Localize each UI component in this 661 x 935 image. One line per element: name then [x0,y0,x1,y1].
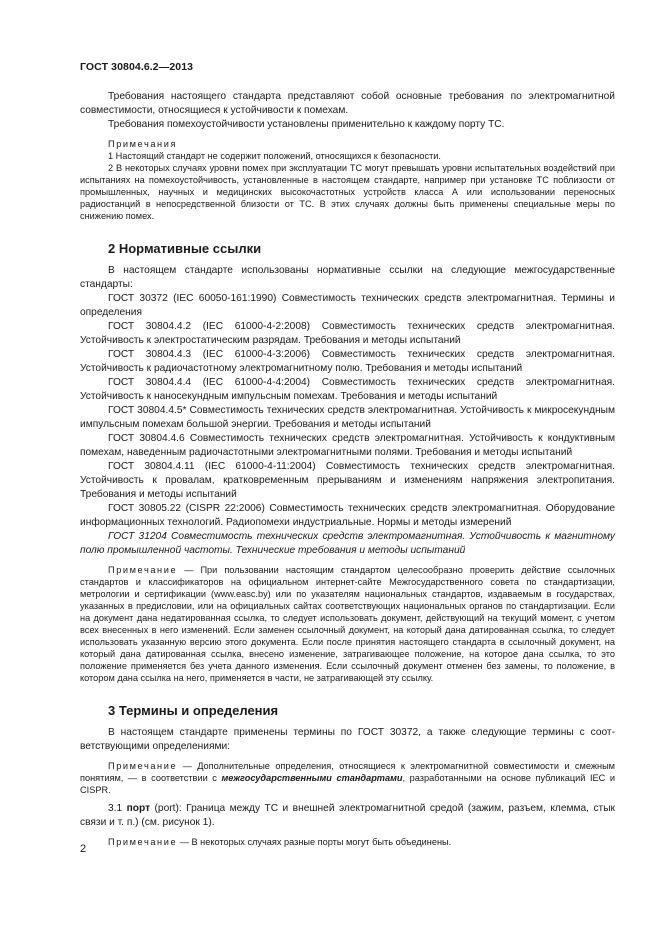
page-number: 2 [80,843,87,855]
ref-gost-30805-22: ГОСТ 30805.22 (CISPR 22:2006) Совместимость технических средств электромагнитная. Оборудование информационных технологий. Радиопомехи индустриальные. Нормы и методы измерений [80,503,615,528]
section-2-intro: В настоящем стандарте использованы нормативные ссылки на следующие межгосударственные стандарты: [80,265,615,290]
ref-gost-30804-4-3: ГОСТ 30804.4.3 (IEC 61000-4-3:2006) Совместимость технических средств электромагнитная. Устойчивость к радиочастотному электромагнитному полю. Требования и методы испытаний [80,349,615,374]
note-text-b: , разработанными на основе публикаций IEC и CISPR. [80,773,615,795]
note-dash: — [177,761,198,771]
ref-gost-30804-4-11: ГОСТ 30804.4.11 (IEC 61000-4-11:2004) Совместимость технических средств электромагнитная. Устойчивость к провалам, кратковременным прерываниям и изменениям напряжения электропитания. Требования и методы испытаний [80,461,615,500]
note-text: В некоторых случаях разные порты могут быть объединены. [191,837,452,847]
section-2-note [80,564,615,684]
intro-paragraph-2: Требования помехоустойчивости установлены применительно к каждому порту ТС. [108,119,505,130]
section-3-note-2 [80,836,615,848]
note-emphasis: межгосударственными стандартами [221,773,403,783]
note-label: Примечание [108,837,178,847]
term-3-1 [80,802,615,830]
document-header: ГОСТ 30804.6.2—2013 [80,61,194,73]
notes-title: Примечания [108,139,178,149]
page-body [80,90,615,848]
note-label: Примечание [108,565,178,575]
section-3-intro: В настоящем стандарте применены термины по ГОСТ 30372, а также следующие термины с соответствующими определениями: [80,727,615,752]
note-text-a: Дополнительные определения, относящиеся к электромагнитной совместимости и смежным понятиям, — в соответствии с [80,761,615,783]
section-3-heading: 3 Термины и определения [108,703,279,718]
ref-gost-31204: ГОСТ 31204 Совместимость технических средств электромагнитная. Устойчивость к магнитному полю промышленной частоты. Технические требования и методы испытаний [80,531,615,556]
intro-note-2: 2 В некоторых случаях уровни помех при эксплуатации ТС могут превышать уровни испытательных воздействий при испытаниях на помехоустойчивость, установленные в настоящем стандарте, например при установке ТС поблизости от промышленных, научных и медицинских высокочастотных устройств класса А или использовании переносных радиостанций в непосредственной близости от ТС. В этих случаях должны быть применены специальные меры по снижению помех. [80,163,615,221]
note-label: Примечание [108,761,178,771]
ref-gost-30804-4-4: ГОСТ 30804.4.4 (IEC 61000-4-4:2004) Совместимость технических средств электромагнитная. Устойчивость к наносекундным импульсным помехам. Требования и методы испытаний [80,377,615,402]
ref-gost-30804-4-2: ГОСТ 30804.4.2 (IEC 61000-4-2:2008) Совместимость технических средств электромагнитная. Устойчивость к электростатическим разрядам. Требования и методы испытаний [80,321,615,346]
intro-note-1: 1 Настоящий стандарт не содержит положений, относящихся к безопасности. [108,151,441,161]
note-dash: — [177,837,192,847]
ref-gost-30804-4-5: ГОСТ 30804.4.5* Совместимость технических средств электромагнитная. Устойчивость к микросекундным импульсным помехам большой энергии. Требования и методы испытаний [80,405,615,430]
term-number: 3.1 [108,803,127,814]
section-3-note-1 [80,760,615,796]
term-definition: (port): Граница между ТС и внешней электромагнитной средой (зажим, разъем, клемма, стык связи и т. п.) (см. рисунок 1). [80,803,615,828]
section-2-heading: 2 Нормативные ссылки [108,241,262,256]
ref-gost-30804-4-6: ГОСТ 30804.4.6 Совместимость технических средств электромагнитная. Устойчивость к кондуктивным помехам, наведенным радиочастотными электромагнитными полями. Требования и методы испытаний [80,433,615,458]
note-text: При пользовании настоящим стандартом целесообразно проверить действие ссылочных стандартов и классификаторов на официальном интернет-сайте Межгосударственного совета по стандартизации, метрологии и сертификации (www.easc.by) или по указателям национальных стандартов, издаваемым в государствах, указанных в предисловии, или на официальных сайтах соответствующих национальных органов по стандартизации. Если на документ дана недатированная ссылка, то следует использовать документ, действующий на текущий момент, с учетом всех внесенных в него изменений. Если заменен ссылочный документ, на который дана датированная ссылка, то следует использовать указанную версию этого документа. Если после принятия настоящего стандарта в ссылочный документ, на который дана датированная ссылка, внесено изменение, затрагивающее положение, на которое дана ссылка, то это положение применяется без учета данного изменения. Если ссылочный документ отменен без замены, то положение, в котором дана ссылка на него, применяется в части, не затрагивающей эту ссылку. [80,565,615,683]
ref-gost-30372: ГОСТ 30372 (IEC 60050-161:1990) Совместимость технических средств электромагнитная. Термины и определения [80,293,615,318]
note-dash: — [177,565,201,575]
intro-paragraph-1: Требования настоящего стандарта представляют собой основные требования по электромагнитной совместимости, относящиеся к устойчивости к помехам. [80,91,615,116]
term-name: порт [126,803,151,814]
